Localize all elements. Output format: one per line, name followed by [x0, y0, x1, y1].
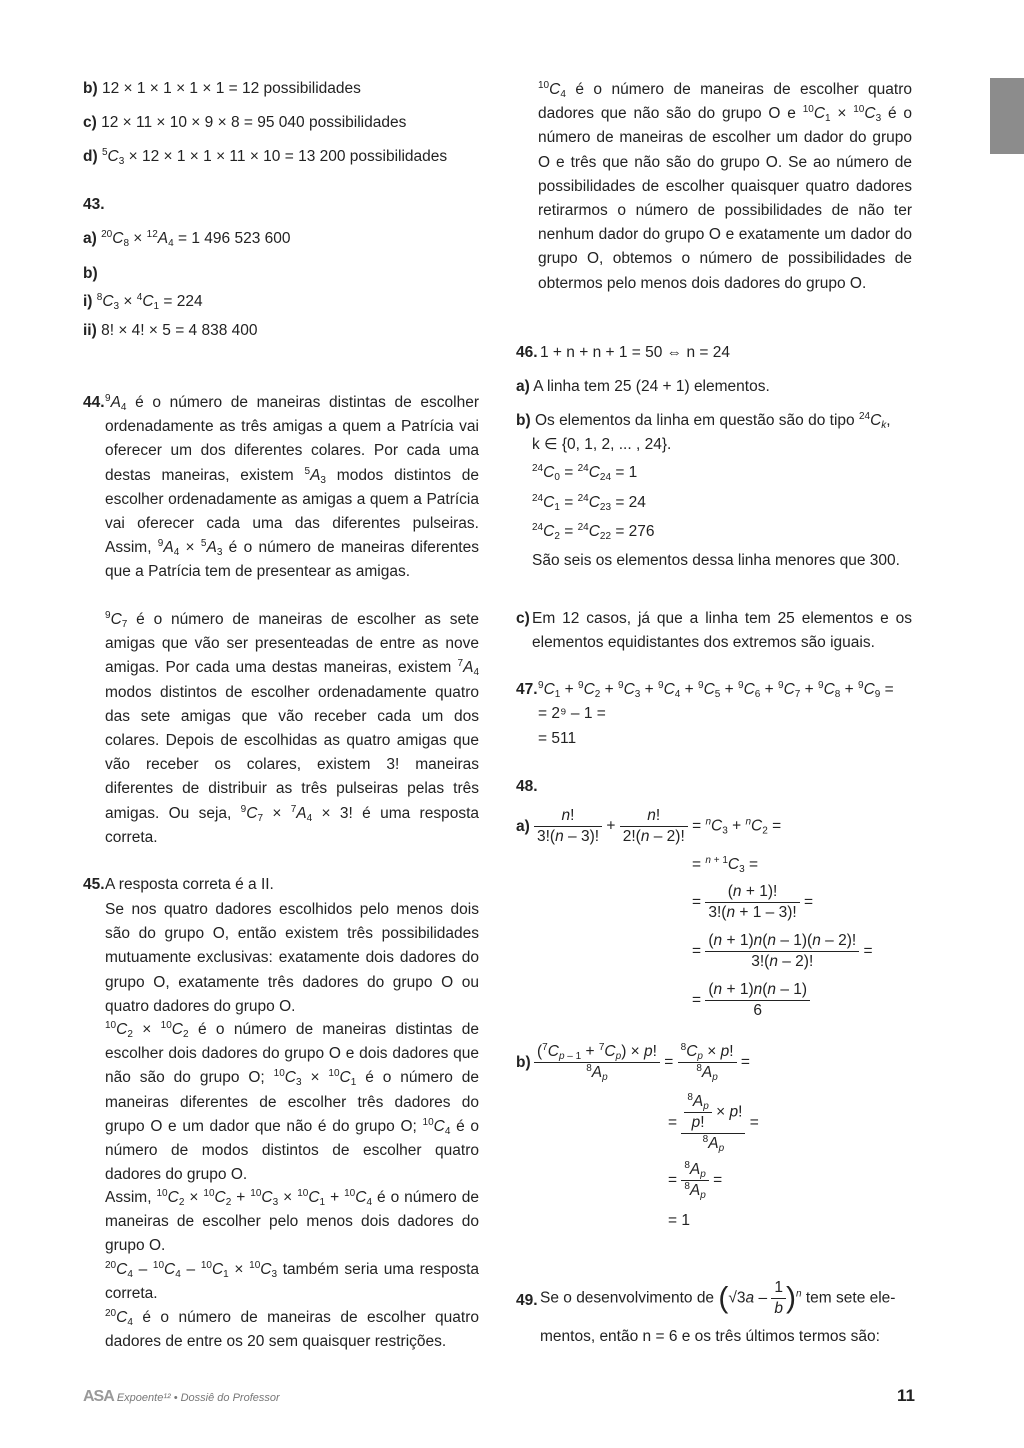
answer-48a-label: a)	[516, 818, 530, 835]
answer-43b-ii: ii) 8! × 4! × 5 = 4 838 400	[83, 322, 258, 339]
answer-45-text-3a: Assim,	[105, 1189, 152, 1206]
question-47-number: 47.	[516, 681, 538, 698]
answer-43a: a) $^{20}C_8 \times ^{12}A_4 = 1$ 496 523 600	[83, 229, 291, 249]
answer-48a-step-2: = $^{n + 1}C_3$ =	[692, 855, 759, 875]
answer-43a-tail: = 1 496 523 600	[178, 230, 291, 247]
answer-48a-step-1: $\frac{n!}{3!(n - 3)!}$ + $\frac{n!}{2!(n - 2)!}$ = $^nC_3 + ^nC_2$ =	[534, 806, 781, 847]
question-46-number: 46.	[516, 344, 538, 361]
footer-publisher	[83, 1388, 280, 1406]
answer-45-text-2a: é o número de maneiras distintas de escolher dois dadores do grupo O e dois dadores que não são do grupo O;	[105, 1021, 479, 1087]
answer-43b-i-tail: = 224	[163, 293, 203, 310]
answer-42d: d) $^5C_3 \times 12 \times 1 \times 1 \times 11 \times 10 = 13$ 200 possibilidades	[83, 147, 448, 167]
answer-45-paragraph-4: $^{20}C_4 - ^{10}C_4 - ^{10}C_1 \times ^{10}C_3$ também seria uma resposta correta.	[105, 1260, 480, 1303]
answer-43b-i: i) $^8C_3 \times ^4C_1 = 224$	[83, 292, 203, 312]
answer-49-text-b: tem sete ele-	[805, 1289, 896, 1307]
answer-46b: b) Os elementos da linha em questão são do tipo $^{24}C_k$,	[516, 411, 891, 431]
answer-44-text-1: é o número de maneiras distintas de escolher ordenadamente as três amigas a quem a Patrícia vai oferecer um dos diferentes colares. Por cada uma destas maneiras, existem	[105, 394, 479, 484]
answer-45-text-5: é o número de maneiras de escolher quatro dadores de entre os 20 sem quaisquer restrições.	[105, 1309, 479, 1351]
answer-48b-step-4: = 1	[668, 1212, 690, 1229]
answer-46b-c2-value: = 276	[615, 523, 655, 540]
answer-45-text-2c: é o número de modos distintos de escolher quatro dadores do grupo O.	[105, 1117, 480, 1184]
answer-49-line-2: mentos, então n = 6 e os três últimos termos são:	[540, 1328, 880, 1345]
question-44-number: 44.	[83, 394, 105, 411]
footer-text: Expoente¹² • Dossiê do Professor	[116, 1392, 280, 1404]
answer-44-text-1c: é o número de maneiras diferentes que a Patrícia tem de presentear as amigas.	[105, 539, 479, 581]
answer-46b-text: Os elementos da linha em questão são do tipo	[534, 412, 855, 429]
answer-46a: a) A linha tem 25 (24 + 1) elementos.	[516, 378, 770, 395]
answer-44-text-2: é o número de maneiras de escolher as sete amigas que vão ser presenteadas de entre as nove amigas. Por cada uma destas maneiras, existem	[105, 611, 479, 677]
answer-47-line-1: $^9C_1 + ^9C_2 + ^9C_3 + ^9C_4 + ^9C_5 + ^9C_6 + ^9C_7 + ^9C_8 + ^9C_9$ =	[538, 680, 894, 700]
answer-46b-conclusion: São seis os elementos dessa linha menores que 300.	[532, 552, 900, 569]
answer-48b-label: b)	[516, 1054, 531, 1071]
answer-45-paragraph-3: Assim, $^{10}C_2 \times ^{10}C_2 + ^{10}C_3 \times ^{10}C_1 + ^{10}C_4$ é o número de maneiras de escolher pelo menos dois dadores do grupo O.	[105, 1188, 479, 1255]
answer-42b: b) 12 × 1 × 1 × 1 × 1 = 12 possibilidades	[83, 80, 361, 97]
question-49-number: 49.	[516, 1292, 538, 1309]
answer-46-equation: 1 + n + n + 1 = 50 ⇔ n = 24	[540, 344, 731, 361]
answer-46b-c1-value: = 24	[615, 494, 646, 511]
question-48-number: 48.	[516, 778, 538, 795]
answer-45-paragraph-5: $^{20}C_4$ é o número de maneiras de escolher quatro dadores de entre os 20 sem quaisquer restrições.	[105, 1308, 479, 1351]
answer-46b-c1: $^{24}C_1 = ^{24}C_{23} = 24$	[532, 493, 646, 513]
answer-44-text-2c: é uma resposta correta.	[105, 804, 479, 846]
question-45-number: 45.	[83, 876, 105, 893]
answer-46a-text: A linha tem 25 (24 + 1) elementos.	[533, 378, 770, 395]
answer-48b-step-1: $\frac{(^7C_{p - 1} + ^7C_p) \times p!}{^8A_p}$ = $\frac{^8C_p \times p!}{^8A_p}$ =	[534, 1042, 750, 1083]
answer-45-text-2b: é o número de maneiras diferentes de escolher três dadores do grupo O e um dador que não é do grupo O;	[105, 1069, 479, 1135]
answer-46b-set: k ∈ {0, 1, 2, ... , 24}.	[532, 436, 672, 453]
answer-45-text-4: também seria uma resposta correta.	[105, 1261, 480, 1303]
answer-43b-label: b)	[83, 265, 98, 282]
answer-42d-tail: × 12 × 1 × 1 × 11 × 10 = 13 200 possibilidades	[128, 148, 448, 165]
answer-46b-c0: $^{24}C_0 = ^{24}C_{24} = 1$	[532, 463, 638, 483]
answer-44-paragraph-1: $^9A_4$ é o número de maneiras distintas de escolher ordenadamente as três amigas a quem a Patrícia vai oferecer um dos diferentes colares. Por cada uma destas maneiras, existem $^5A_3$ modos distintos de escolher ordenadamente as amigas a quem a Patrícia vai oferecer cada uma das diferentes pulseiras. Assim, $^9A_4 \times ^5A_3$ é o número de maneiras diferentes que a Patrícia tem de presentear as amigas.	[105, 393, 479, 581]
answer-49-line-1: Se o desenvolvimento de (√3a – $\frac{1}{b}$ )$^n$ tem sete ele-	[540, 1279, 896, 1317]
answer-45-cont-text-1: é o número de maneiras de escolher quatro dadores que não são do grupo O e	[538, 81, 912, 123]
answer-45-paragraph-2: $^{10}C_2 \times ^{10}C_2$ é o número de maneiras distintas de escolher dois dadores do grupo O e dois dadores que não são do grupo O; $^{10}C_3 \times ^{10}C_1$ é o número de maneiras diferentes de escolher três dadores do grupo O e um dador que não é do grupo O; $^{10}C_4$ é o número de modos distintos de escolher quatro dadores do grupo O.	[105, 1020, 480, 1184]
answer-48a-step-4: = $\frac{(n + 1)n(n - 1)(n - 2)!}{3!(n - 2)!}$ =	[692, 932, 873, 970]
answer-49-text-a: Se o desenvolvimento de	[540, 1289, 715, 1307]
answer-44-text-2b: modos distintos de escolher ordenadamente quatro das sete amigas que vão receber cada um dos colares. Depois de escolhidas as quatro amigas que vão receber os colares, existem 3! maneiras diferentes de distribuir as três pulseiras pelas três amigas. Ou seja,	[105, 683, 479, 822]
answer-48b-step-3: = $\frac{^8A_p}{^8A_p}$ =	[668, 1160, 723, 1201]
answer-47-line-3: = 511	[538, 730, 577, 747]
answer-48b-step-2: = $\frac{^8A_p}{p!}$ × p! $^8A_p$ =	[668, 1092, 759, 1154]
answer-45-paragraph-1: Se nos quatro dadores escolhidos pelo menos dois são do grupo O, então existem três possibilidades mutuamente exclusivas: exatamente dois dadores do grupo O, exatamente três dadores do grupo O ou quatro dadores do grupo O.	[105, 901, 479, 1015]
publisher-logo: ASA	[83, 1388, 114, 1405]
answer-44-text-1b: modos distintos de escolher ordenadamente as amigas a quem a Patrícia vai oferecer cada uma das diferentes pulseiras. Assim,	[105, 466, 479, 557]
answer-48a-step-5: = $\frac{(n + 1)n(n - 1)}{6}$	[692, 980, 810, 1021]
question-43-number: 43.	[83, 196, 105, 213]
answer-45-continuation: $^{10}C_4$ é o número de maneiras de escolher quatro dadores que não são do grupo O e $^{10}C_1 \times ^{10}C_3$ é o número de maneiras de escolher um dador do grupo O e três que não são do grupo O. Se ao número de possibilidades de escolher quaisquer quatro dadores retirarmos o número de possibilidades de não ter nenhum dador do grupo O e exatamente um dador do grupo O, obtemos o número de possibilidades de obtermos pelo menos dois dadores do grupo O.	[538, 80, 912, 292]
answer-44-paragraph-2: $^9C_7$ é o número de maneiras de escolher as sete amigas que vão ser presenteadas de entre as nove amigas. Por cada uma destas maneiras, existem $^7A_4$ modos distintos de escolher ordenadamente quatro das sete amigas que vão receber cada um dos colares. Depois de escolhidas as quatro amigas que vão receber os colares, existem 3! maneiras diferentes de distribuir as três pulseiras pelas três amigas. Ou seja, $^9C_7 \times ^7A_4 \times 3$! é uma resposta correta.	[105, 610, 479, 846]
answer-45-intro: A resposta correta é a II.	[105, 876, 274, 893]
answer-46c: Em 12 casos, já que a linha tem 25 elementos e os elementos equidistantes dos extremos são iguais.	[532, 610, 912, 652]
page-number: 11	[897, 1386, 915, 1405]
answer-45-cont-text-2: é o número de maneiras de escolher um dador do grupo O e três que não são do grupo O. Se ao número de possibilidades de escolher quaisquer quatro dadores retirarmos o número de possibilidades de não ter nenhum dador do grupo O e exatamente um dador do grupo O, obtemos o número de possibilidades de obtermos pelo menos dois dadores do grupo O.	[538, 105, 912, 292]
answer-42c: c) 12 × 11 × 10 × 9 × 8 = 95 040 possibilidades	[83, 114, 407, 131]
answer-48a-step-3: = $\frac{(n + 1)!}{3!(n + 1 - 3)!}$ =	[692, 883, 814, 921]
answer-46c-label: c)	[516, 610, 530, 627]
answer-45-text-3b: é o número de maneiras de escolher pelo menos dois dadores do grupo O.	[105, 1189, 479, 1255]
answer-47-line-2: = 2⁹ – 1 =	[538, 705, 606, 722]
answer-46b-c0-value: = 1	[615, 464, 638, 481]
answer-46b-c2: $^{24}C_2 = ^{24}C_{22} = 276$	[532, 522, 655, 542]
section-tab	[990, 78, 1024, 154]
